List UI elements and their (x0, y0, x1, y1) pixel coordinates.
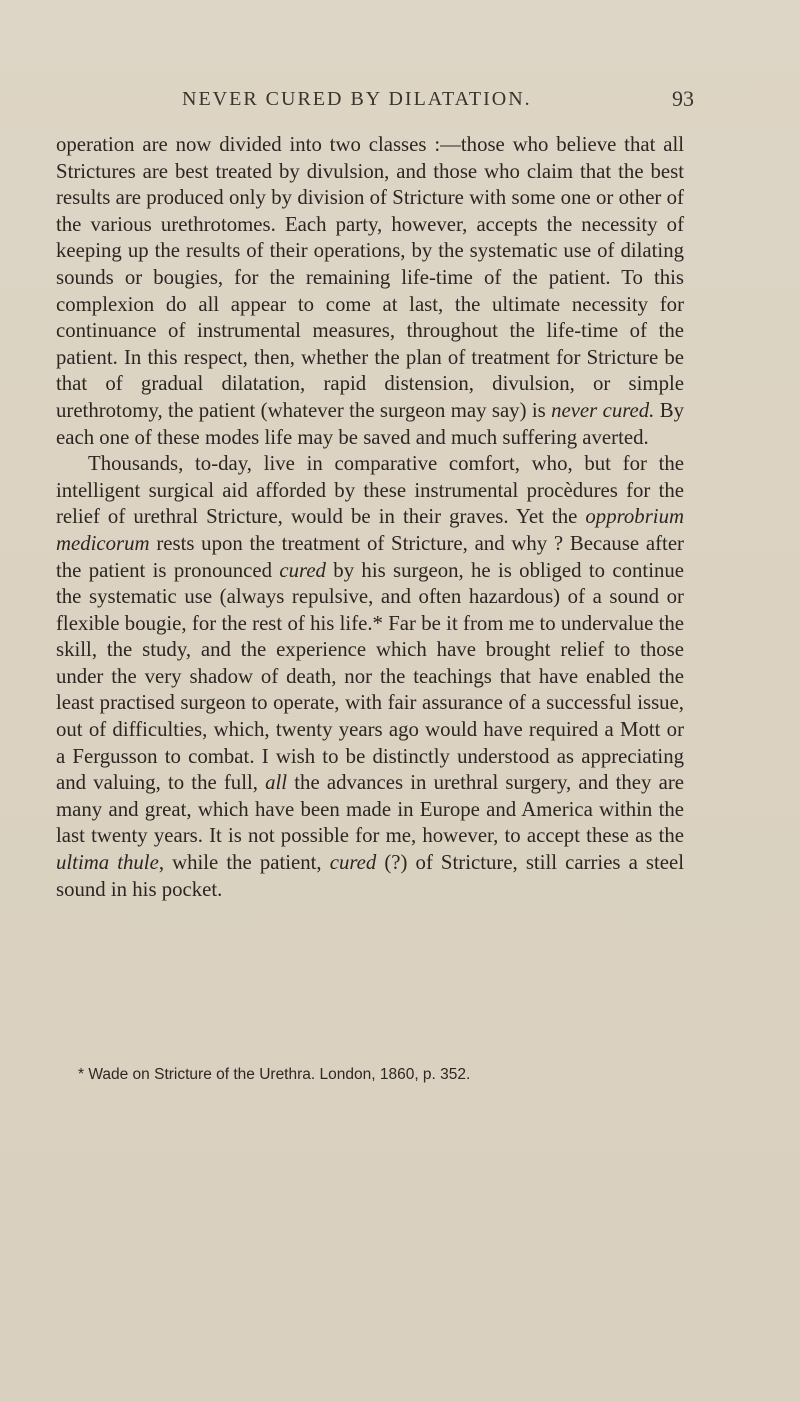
italic-phrase: never cured. (551, 398, 655, 422)
page-number: 93 (672, 86, 694, 111)
text-run: operation are now divided into two classes :—those who believe that all Strictures are best treated by divulsion, and those who claim that the best results are produced only by division of Stricture with some one or other of the various urethrotomes. Each party, however, accepts the necessity of keeping up the results of their operations, by the systematic use of dilating sounds or bougies, for the remaining life-time of the patient. To this complexion do all appear to come at last, the ultimate necessity for continuance of instrumental measures, throughout the life-time of the patient. In this respect, then, whether the plan of treatment for Stricture be that of gradual dilatation, rapid distension, divulsion, or simple urethrotomy, the patient (whatever the surgeon may say) is (56, 133, 684, 422)
paragraph-2 (56, 451, 684, 903)
text-run: By each one of these modes life may be saved and much suffering averted. (56, 398, 684, 449)
text-run: Thousands, to-day, live in comparative comfort, who, but for the intelligent surgical aid afforded by these instrumental procèdures for the relief of urethral Stricture, would be in their graves. Yet the (56, 452, 684, 529)
running-head-title: NEVER CURED BY DILATATION. (182, 88, 532, 110)
italic-phrase: cured (329, 851, 377, 875)
italic-phrase: all (265, 771, 288, 795)
italic-phrase: cured (279, 558, 326, 582)
body-text (56, 132, 684, 903)
text-run: , while the patient, (158, 851, 330, 875)
text-run: the advances in urethral surgery, and they are many and great, which have been made in Europe and America within the last twenty years. It is not possible for me, however, to accept these as the (56, 771, 684, 848)
footnote: * Wade on Stricture of the Urethra. London, 1860, p. 352. (78, 1066, 471, 1083)
running-head (0, 88, 800, 118)
italic-phrase: ultima thule (56, 851, 159, 875)
italic-phrase: opprobrium medicorum (56, 505, 684, 555)
text-run: rests upon the treatment of Stricture, and why ? Because after the patient is pronounced (56, 531, 684, 582)
paragraph-1 (56, 132, 684, 451)
text-run: by his surgeon, he is obliged to continue the systematic use (always repulsive, and often hazardous) of a sound or flexible bougie, for the rest of his life.* Far be it from me to undervalue the skill, the study, and the experience which have brought relief to those under the very shadow of death, nor the teachings that have enabled the least practised surgeon to operate, with fair assurance of a successful issue, out of difficulties, which, twenty years ago would have required a Mott or a Fergusson to combat. I wish to be distinctly understood as appreciating and valuing, to the full, (56, 558, 685, 795)
text-run: (?) of Stricture, still carries a steel sound in his pocket. (56, 851, 685, 901)
